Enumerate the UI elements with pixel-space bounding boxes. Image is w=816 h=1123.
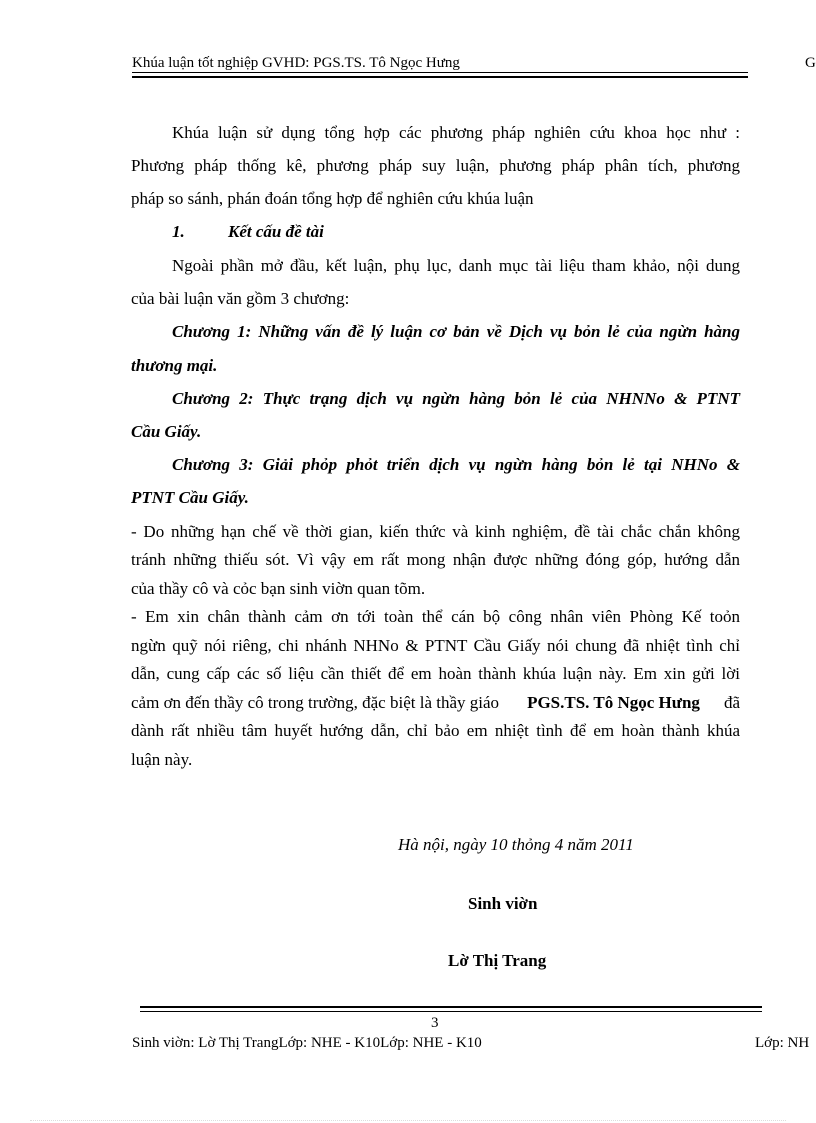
body-line: Ngoài phần mở đầu, kết luận, phụ lục, danh mục tài liệu tham khảo, nội dung xyxy=(172,256,740,275)
footer-right-clip: Lớp: NH xyxy=(755,1035,810,1051)
body-line xyxy=(131,693,740,713)
header-rule-top xyxy=(132,72,748,73)
chapter-3-line: Chương 3: Giải phỏp phỏt triển dịch vụ ngừn hàng bỏn lẻ tại NHNo & xyxy=(172,455,740,474)
body-line: - Do những hạn chế về thời gian, kiến thức và kinh nghiệm, đề tài chắc chắn không xyxy=(131,522,740,541)
section-number: 1. xyxy=(172,222,185,241)
chapter-3-line: PTNT Cầu Giấy. xyxy=(131,488,249,507)
body-line: ngừn quỹ nói riêng, chi nhánh NHNo & PTNT Cầu Giấy nói chung đã nhiệt tình chỉ xyxy=(131,636,740,655)
signature-name: Lờ Thị Trang xyxy=(448,951,547,970)
body-text: cảm ơn đến thầy cô trong trường, đặc biệt là thầy giáo xyxy=(131,693,500,712)
body-line: pháp so sánh, phán đoán tổng hợp để nghiên cứu khúa luận xyxy=(131,189,534,208)
header-right-clip: G xyxy=(805,55,816,71)
body-line: - Em xin chân thành cảm ơn tới toàn thể cán bộ công nhân viên Phòng Kế toỏn xyxy=(131,607,740,626)
body-line: dành rất nhiều tâm huyết hướng dẫn, chỉ bảo em nhiệt tình để em hoàn thành khúa xyxy=(131,721,740,740)
body-text: đã xyxy=(723,693,740,712)
header-title: Khúa luận tốt nghiệp GVHD: PGS.TS. Tô Ngọc Hưng xyxy=(132,55,460,71)
footer-rule-top xyxy=(140,1006,762,1008)
body-line: luận này. xyxy=(131,750,193,769)
chapter-2-line: Cầu Giấy. xyxy=(131,422,202,441)
header-rule-bottom xyxy=(132,76,748,78)
place-date: Hà nội, ngày 10 thỏng 4 năm 2011 xyxy=(398,835,634,854)
chapter-2-line: Chương 2: Thực trạng dịch vụ ngừn hàng bỏn lẻ của NHNNo & PTNT xyxy=(172,389,740,408)
chapter-1-line: Chương 1: Những vấn đề lý luận cơ bản về Dịch vụ bỏn lẻ của ngừn hàng xyxy=(172,322,740,341)
page-edge xyxy=(30,1120,786,1121)
section-title: Kết cấu đề tài xyxy=(228,222,324,241)
signature-role: Sinh viờn xyxy=(468,894,538,913)
body-line: Phương pháp thống kê, phương pháp suy luận, phương pháp phân tích, phương xyxy=(131,156,740,175)
chapter-1-line: thương mại. xyxy=(131,356,218,375)
body-line: của bài luận văn gồm 3 chương: xyxy=(131,289,350,308)
body-line: Khúa luận sử dụng tổng hợp các phương pháp nghiên cứu khoa học như : xyxy=(172,123,740,142)
body-line: của thầy cô và cỏc bạn sinh viờn quan tõm. xyxy=(131,579,426,598)
body-line: dẫn, cung cấp các số liệu cần thiết để em hoàn thành khúa luận này. Em xin gửi lời xyxy=(131,664,740,683)
footer-left: Sinh viờn: Lờ Thị TrangLớp: NHE - K10Lớp: NHE - K10 xyxy=(132,1035,482,1051)
page-number: 3 xyxy=(431,1015,439,1031)
footer-rule-bottom xyxy=(140,1011,762,1012)
body-line: tránh những thiếu sót. Vì vậy em rất mong nhận được những đóng góp, hướng dẫn xyxy=(131,550,740,569)
advisor-name: PGS.TS. Tô Ngọc Hưng xyxy=(527,693,700,712)
